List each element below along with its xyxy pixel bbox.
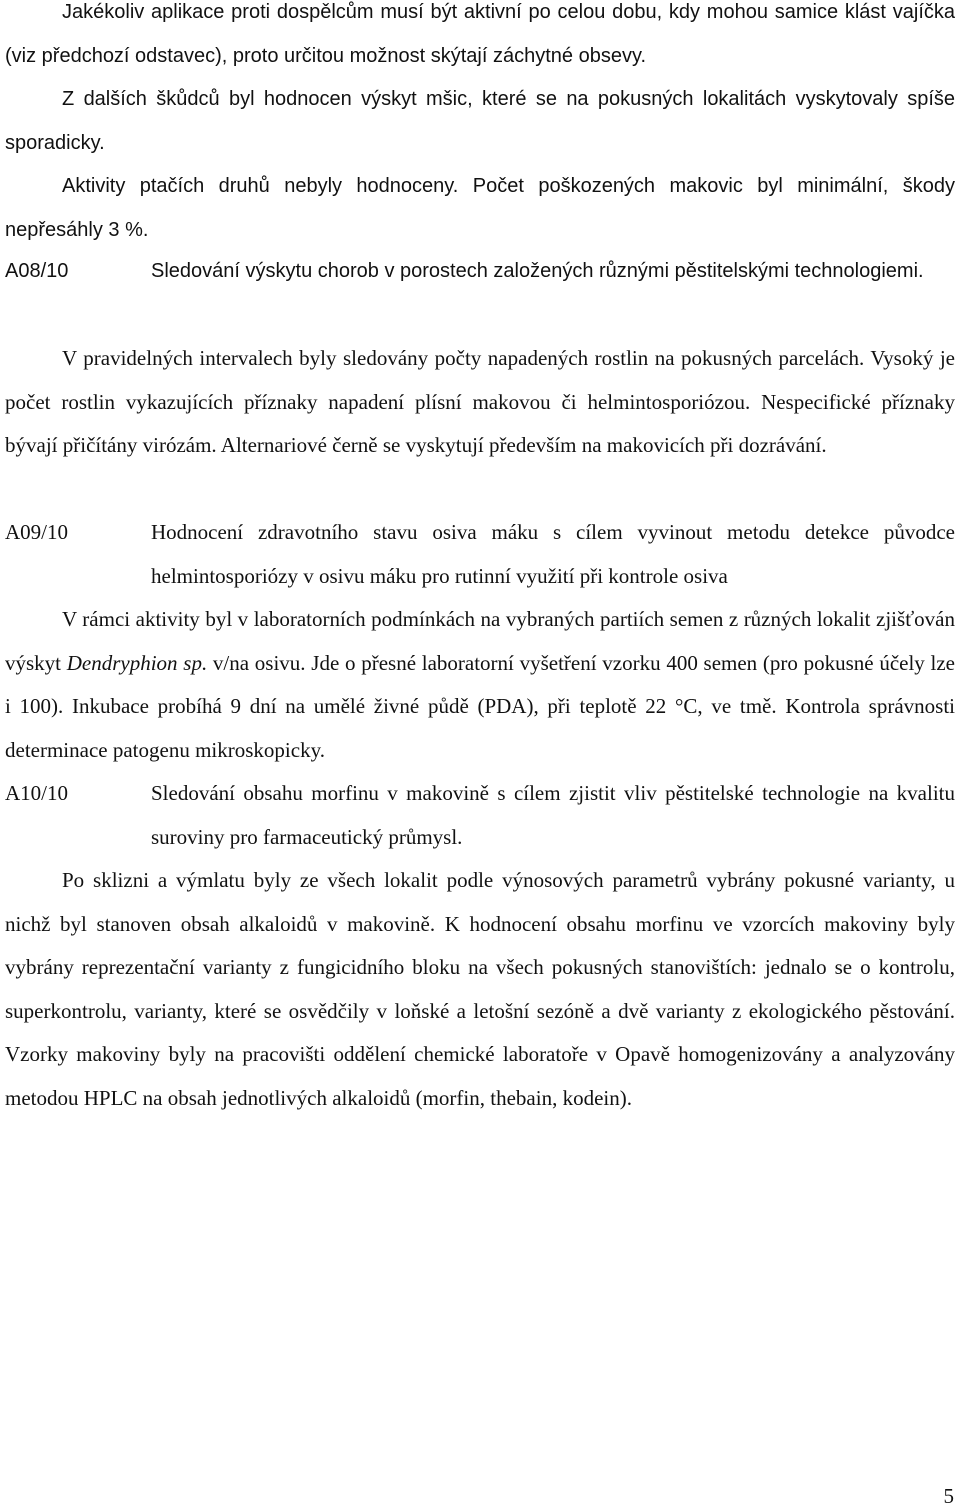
intro-paragraph-2: Z dalších škůdců byl hodnocen výskyt mšic, které se na pokusných lokalitách vyskytovaly spíše sporadicky.	[5, 88, 955, 154]
activity-code: A08/10	[5, 260, 69, 282]
activity-a08-heading	[5, 250, 955, 294]
activity-a08-body	[5, 337, 955, 468]
activity-a09-body	[5, 598, 955, 772]
paragraph-text: v/na osivu. Jde o přesné laboratorní vyšetření vzorku 400 semen (pro pokusné účely lze i 100). Inkubace probíhá 9 dní na umělé živné půdě (PDA), při teplotě 22 °C, ve tmě. Kontrola správnosti determinace patogenu mikroskopicky.	[5, 650, 955, 762]
page-number: 5	[943, 1484, 954, 1508]
paragraph-text: V rámci aktivity byl v laboratorních podmínkách na vybraných partiích semen z různých lokalit zjišťován výskyt	[5, 607, 955, 675]
activity-a09-heading	[5, 511, 955, 598]
activity-title: Sledování výskytu chorob v porostech založených různými pěstitelskými technologiemi.	[151, 260, 924, 282]
intro-paragraph-3: Aktivity ptačích druhů nebyly hodnoceny. Počet poškozených makovic byl minimální, škody nepřesáhly 3 %.	[5, 175, 955, 241]
activity-title: Sledování obsahu morfinu v makovině s cílem zjistit vliv pěstitelské technologie na kvalitu suroviny pro farmaceutický průmysl.	[151, 781, 955, 849]
activity-paragraph: V pravidelných intervalech byly sledovány počty napadených rostlin na pokusných parcelách. Vysoký je počet rostlin vykazujících příznaky napadení plísní makovou či helmintosporiózou. Nespecifické příznaky bývají přičítány virózám. Alternariové černě se vyskytují především na makovicích při dozrávání.	[5, 346, 955, 457]
intro-section	[5, 0, 955, 252]
intro-paragraph-1: Jakékoliv aplikace proti dospělcům musí být aktivní po celou dobu, kdy mohou samice klást vajíčka (viz předchozí odstavec), proto určitou možnost skýtají záchytné obsevy.	[5, 1, 955, 67]
activity-paragraph: Po sklizni a výmlatu byly ze všech lokalit podle výnosových parametrů vybrány pokusné varianty, u nichž byl stanoven obsah alkaloidů v makovině. K hodnocení obsahu morfinu ve vzorcích makoviny byly vybrány reprezentační varianty z fungicidního bloku na všech pokusných stanovištích: jednalo se o kontrolu, superkontrolu, varianty, které se osvědčily v loňské a letošní sezóně a dvě varianty z ekologického pěstování. Vzorky makoviny byly na pracovišti oddělení chemické laboratoře v Opavě homogenizovány a analyzovány metodou HPLC na obsah jednotlivých alkaloidů (morfin, thebain, kodein).	[5, 868, 955, 1110]
species-name: Dendryphion sp.	[66, 650, 208, 675]
activity-title: Hodnocení zdravotního stavu osiva máku s cílem vyvinout metodu detekce původce helmintosporiózy v osivu máku pro rutinní využití při kontrole osiva	[151, 520, 955, 588]
activity-a10-body	[5, 859, 955, 1120]
activity-paragraph	[5, 598, 955, 772]
activity-code: A09/10	[5, 520, 68, 544]
activity-a10-heading	[5, 772, 955, 859]
activity-code: A10/10	[5, 781, 68, 805]
